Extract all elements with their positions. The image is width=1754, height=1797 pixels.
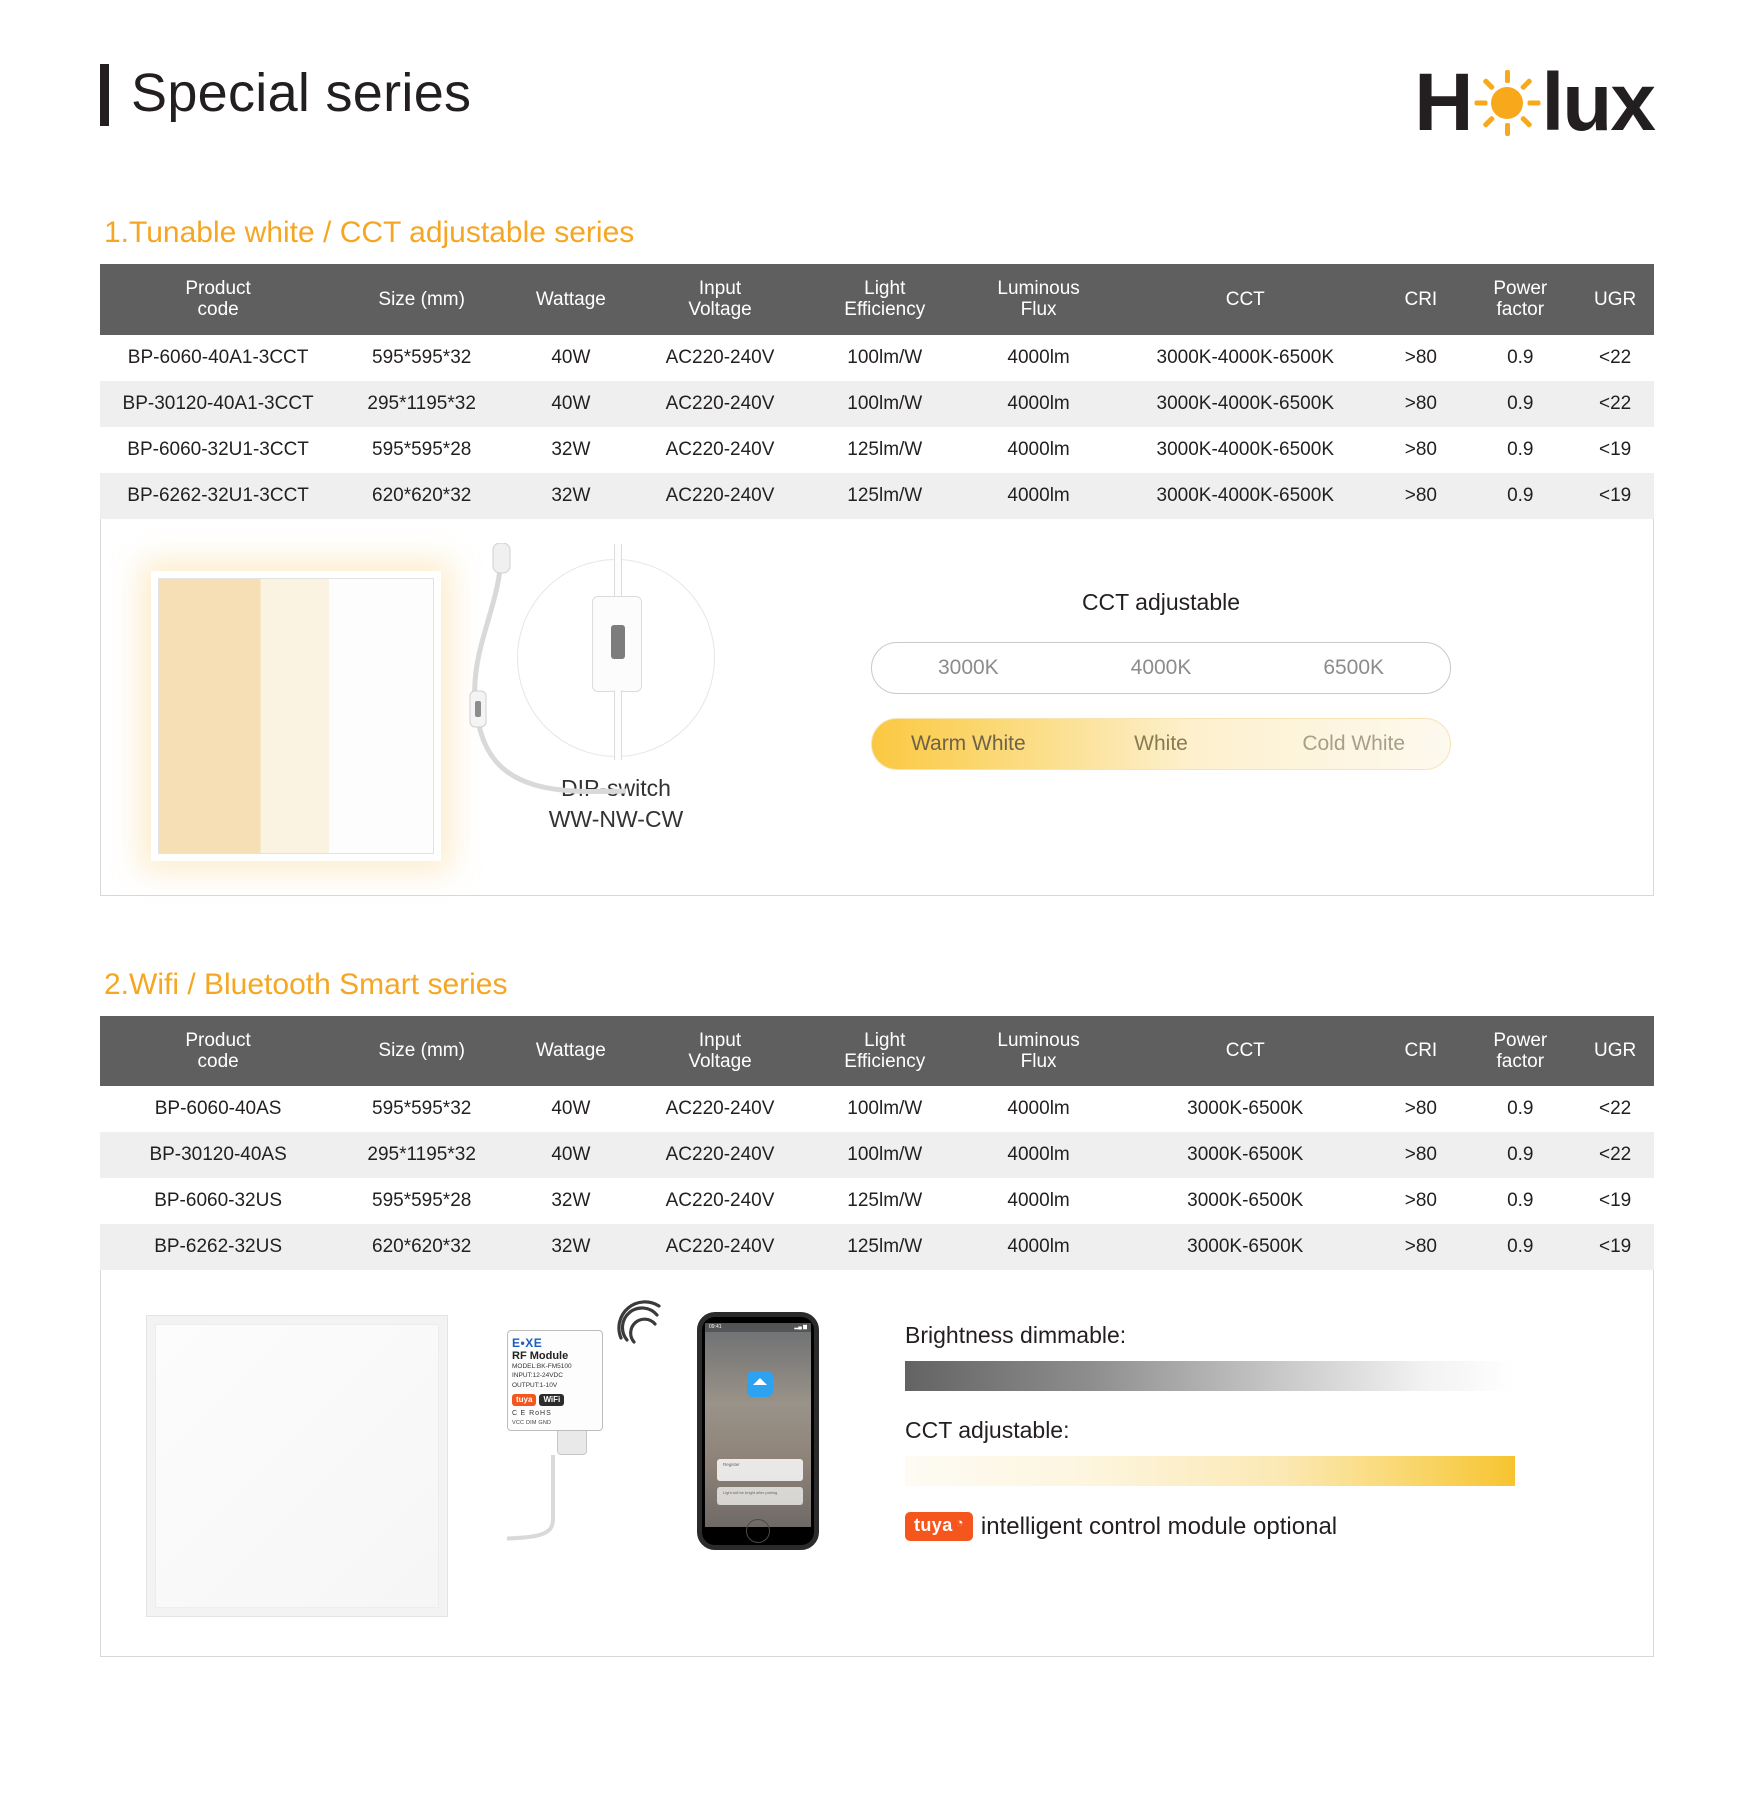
- column-header-wattage: Wattage: [507, 264, 634, 335]
- cell-power-factor: 0.9: [1464, 1178, 1576, 1224]
- cell-cct: 3000K-6500K: [1113, 1224, 1377, 1270]
- column-header-input-voltage: Input Voltage: [635, 1016, 806, 1087]
- section-2-title: 2.Wifi / Bluetooth Smart series: [104, 967, 508, 1001]
- rf-module-group: [507, 1330, 637, 1565]
- table-header-row: [100, 1016, 1654, 1087]
- cell-cri: >80: [1377, 381, 1464, 427]
- column-header-power-factor: Power factor: [1464, 264, 1576, 335]
- cell-voltage: AC220-240V: [635, 1086, 806, 1132]
- dip-switch-closeup-image: [517, 559, 715, 757]
- column-header-product-code: Product code: [100, 1016, 336, 1087]
- cell-product-code: BP-30120-40AS: [100, 1132, 336, 1178]
- cell-size: 595*595*32: [336, 1086, 507, 1132]
- column-header-light-efficiency: Light Efficiency: [806, 1016, 965, 1087]
- table-row: [100, 1086, 1654, 1132]
- cell-product-code: BP-6060-32U1-3CCT: [100, 427, 336, 473]
- column-header-product-code: Product code: [100, 264, 336, 335]
- home-app-icon[interactable]: [747, 1371, 773, 1397]
- brightness-dimmable-label: Brightness dimmable:: [905, 1322, 1127, 1349]
- cell-flux: 4000lm: [964, 1224, 1113, 1270]
- cell-power-factor: 0.9: [1464, 473, 1576, 519]
- cell-wattage: 40W: [507, 335, 634, 381]
- logo-text-post: lux: [1541, 57, 1654, 148]
- cct-panel-light-image: [151, 571, 441, 861]
- cell-efficiency: 125lm/W: [806, 427, 965, 473]
- cell-voltage: AC220-240V: [635, 473, 806, 519]
- cell-ugr: <22: [1576, 335, 1654, 381]
- rf-module-input: INPUT:12-24VDC: [512, 1372, 563, 1380]
- cell-voltage: AC220-240V: [635, 1178, 806, 1224]
- app-register-card-title: Register: [723, 1462, 740, 1468]
- page-title: Special series: [131, 63, 472, 123]
- cell-efficiency: 100lm/W: [806, 1086, 965, 1132]
- cell-cri: >80: [1377, 1224, 1464, 1270]
- cell-wattage: 32W: [507, 427, 634, 473]
- cell-cri: >80: [1377, 427, 1464, 473]
- cell-ugr: <22: [1576, 381, 1654, 427]
- cct-adjustable-heading: CCT adjustable: [1081, 588, 1241, 615]
- cell-product-code: BP-6060-40A1-3CCT: [100, 335, 336, 381]
- white-tone-selector[interactable]: [871, 718, 1451, 770]
- table-header-row: [100, 264, 1654, 335]
- table-row: [100, 1132, 1654, 1178]
- cell-efficiency: 125lm/W: [806, 1178, 965, 1224]
- column-header-cct: CCT: [1113, 264, 1377, 335]
- tuya-caption: intelligent control module optional: [980, 1512, 1338, 1540]
- cell-product-code: BP-30120-40A1-3CCT: [100, 381, 336, 427]
- cell-ugr: <19: [1576, 473, 1654, 519]
- cell-voltage: AC220-240V: [635, 1224, 806, 1270]
- cell-efficiency: 125lm/W: [806, 473, 965, 519]
- cell-voltage: AC220-240V: [635, 1132, 806, 1178]
- tone-option-cold-white[interactable]: Cold White: [1302, 731, 1406, 755]
- table-row: [100, 1224, 1654, 1270]
- cell-power-factor: 0.9: [1464, 381, 1576, 427]
- cell-size: 295*1195*32: [336, 1132, 507, 1178]
- brand-logo: [1414, 57, 1654, 148]
- cell-wattage: 40W: [507, 1132, 634, 1178]
- cell-efficiency: 100lm/W: [806, 1132, 965, 1178]
- cell-ugr: <22: [1576, 1132, 1654, 1178]
- cell-power-factor: 0.9: [1464, 427, 1576, 473]
- column-header-power-factor: Power factor: [1464, 1016, 1576, 1087]
- cell-ugr: <22: [1576, 1086, 1654, 1132]
- tone-option-white[interactable]: White: [1134, 731, 1188, 755]
- rf-module-connector: [557, 1431, 587, 1455]
- cell-power-factor: 0.9: [1464, 335, 1576, 381]
- section-wifi-bluetooth-smart: [100, 968, 1654, 1658]
- column-header-luminous-flux: Luminous Flux: [964, 264, 1113, 335]
- logo-text-pre: H: [1414, 57, 1472, 148]
- section-tunable-white: [100, 216, 1654, 896]
- cell-flux: 4000lm: [964, 381, 1113, 427]
- column-header-wattage: Wattage: [507, 1016, 634, 1087]
- cell-cct: 3000K-6500K: [1113, 1086, 1377, 1132]
- sun-icon: [1474, 70, 1540, 136]
- cell-power-factor: 0.9: [1464, 1132, 1576, 1178]
- tuya-badge: tuya: [512, 1394, 536, 1406]
- cct-adjustable-label: CCT adjustable:: [905, 1417, 1070, 1444]
- app-hint-card: [717, 1487, 803, 1505]
- cell-voltage: AC220-240V: [635, 335, 806, 381]
- cell-efficiency: 125lm/W: [806, 1224, 965, 1270]
- cell-cct: 3000K-4000K-6500K: [1113, 381, 1377, 427]
- wifi-signal-icon: [613, 1296, 673, 1346]
- cell-wattage: 40W: [507, 1086, 634, 1132]
- cell-ugr: <19: [1576, 1224, 1654, 1270]
- table-row: [100, 335, 1654, 381]
- column-header-size: Size (mm): [336, 264, 507, 335]
- cell-voltage: AC220-240V: [635, 381, 806, 427]
- cell-cri: >80: [1377, 335, 1464, 381]
- kelvin-option-4000k[interactable]: 4000K: [1130, 655, 1192, 679]
- spec-table-2: [100, 1016, 1654, 1271]
- app-hint-card-text: Light will be bright after pairing: [723, 1490, 778, 1496]
- phone-status-signal: ▂▄ ▆: [794, 1324, 807, 1331]
- kelvin-option-3000k[interactable]: 3000K: [937, 655, 999, 679]
- cell-size: 620*620*32: [336, 473, 507, 519]
- table-row: [100, 473, 1654, 519]
- cell-voltage: AC220-240V: [635, 427, 806, 473]
- cell-flux: 4000lm: [964, 335, 1113, 381]
- smart-features-group: [905, 1322, 1515, 1541]
- column-header-cct: CCT: [1113, 1016, 1377, 1087]
- rf-module-image: [507, 1330, 603, 1431]
- rf-module-output: OUTPUT:1-10V: [512, 1381, 558, 1389]
- cell-efficiency: 100lm/W: [806, 335, 965, 381]
- cell-flux: 4000lm: [964, 1086, 1113, 1132]
- cell-efficiency: 100lm/W: [806, 381, 965, 427]
- title-group: [100, 60, 471, 126]
- cell-wattage: 32W: [507, 1224, 634, 1270]
- rf-module-brand: E•XE: [512, 1336, 543, 1351]
- smartphone-app-image: [697, 1312, 819, 1550]
- cell-flux: 4000lm: [964, 473, 1113, 519]
- cell-product-code: BP-6262-32US: [100, 1224, 336, 1270]
- cell-flux: 4000lm: [964, 427, 1113, 473]
- cell-cct: 3000K-6500K: [1113, 1178, 1377, 1224]
- illustration-panel-2: [100, 1270, 1654, 1657]
- column-header-ugr: UGR: [1576, 264, 1654, 335]
- cell-cct: 3000K-4000K-6500K: [1113, 427, 1377, 473]
- cell-size: 595*595*28: [336, 1178, 507, 1224]
- cell-product-code: BP-6262-32U1-3CCT: [100, 473, 336, 519]
- cell-ugr: <19: [1576, 1178, 1654, 1224]
- table-row: [100, 1178, 1654, 1224]
- cell-cri: >80: [1377, 1132, 1464, 1178]
- dip-switch-modes-label: WW-NW-CW: [548, 805, 684, 832]
- column-header-ugr: UGR: [1576, 1016, 1654, 1087]
- column-header-light-efficiency: Light Efficiency: [806, 264, 965, 335]
- cell-size: 295*1195*32: [336, 381, 507, 427]
- brightness-gradient-bar[interactable]: [905, 1361, 1515, 1391]
- cell-cri: >80: [1377, 1178, 1464, 1224]
- cell-cri: >80: [1377, 473, 1464, 519]
- cell-cct: 3000K-4000K-6500K: [1113, 335, 1377, 381]
- dip-switch-label: DIP-switch: [561, 774, 671, 801]
- cell-wattage: 40W: [507, 381, 634, 427]
- cell-cri: >80: [1377, 1086, 1464, 1132]
- cell-cct: 3000K-6500K: [1113, 1132, 1377, 1178]
- tuya-wifi-icon: ◔: [955, 1515, 964, 1531]
- page-header: [100, 57, 1654, 170]
- rf-module-model: MODEL:BK-FM5100: [512, 1363, 572, 1371]
- illustration-panel-1: [100, 519, 1654, 896]
- column-header-size: Size (mm): [336, 1016, 507, 1087]
- wifi-badge: WiFi: [539, 1394, 564, 1406]
- cell-flux: 4000lm: [964, 1132, 1113, 1178]
- cell-size: 595*595*32: [336, 335, 507, 381]
- column-header-input-voltage: Input Voltage: [635, 264, 806, 335]
- column-header-cri: CRI: [1377, 1016, 1464, 1087]
- cell-power-factor: 0.9: [1464, 1086, 1576, 1132]
- cct-adjustable-group: [871, 589, 1451, 770]
- rf-module-name: RF Module: [512, 1350, 569, 1363]
- rf-module-pin-labels: VCC DIM GND: [512, 1420, 552, 1427]
- cell-wattage: 32W: [507, 473, 634, 519]
- cell-wattage: 32W: [507, 1178, 634, 1224]
- kelvin-option-6500k[interactable]: 6500K: [1323, 655, 1385, 679]
- kelvin-selector[interactable]: [871, 642, 1451, 694]
- rf-module-wire: [507, 1455, 637, 1565]
- cell-product-code: BP-6060-40AS: [100, 1086, 336, 1132]
- led-panel-image: [147, 1316, 447, 1616]
- tuya-logo: tuya ◔: [905, 1512, 973, 1541]
- table-row: [100, 381, 1654, 427]
- cct-gradient-bar[interactable]: [905, 1456, 1515, 1486]
- column-header-cri: CRI: [1377, 264, 1464, 335]
- cell-power-factor: 0.9: [1464, 1224, 1576, 1270]
- cell-cct: 3000K-4000K-6500K: [1113, 473, 1377, 519]
- cell-size: 595*595*28: [336, 427, 507, 473]
- app-register-card[interactable]: [717, 1459, 803, 1481]
- certification-marks: C E RoHS: [512, 1410, 552, 1418]
- tuya-module-note: [905, 1512, 1515, 1541]
- phone-status-time: 09:41: [709, 1324, 722, 1331]
- table-row: [100, 427, 1654, 473]
- phone-home-button[interactable]: [746, 1519, 770, 1543]
- cell-size: 620*620*32: [336, 1224, 507, 1270]
- tone-option-warm-white[interactable]: Warm White: [910, 731, 1026, 755]
- cell-ugr: <19: [1576, 427, 1654, 473]
- cell-product-code: BP-6060-32US: [100, 1178, 336, 1224]
- section-1-title: 1.Tunable white / CCT adjustable series: [104, 216, 635, 249]
- cell-flux: 4000lm: [964, 1178, 1113, 1224]
- title-accent-bar: [100, 64, 109, 126]
- spec-table-1: [100, 264, 1654, 519]
- column-header-luminous-flux: Luminous Flux: [964, 1016, 1113, 1087]
